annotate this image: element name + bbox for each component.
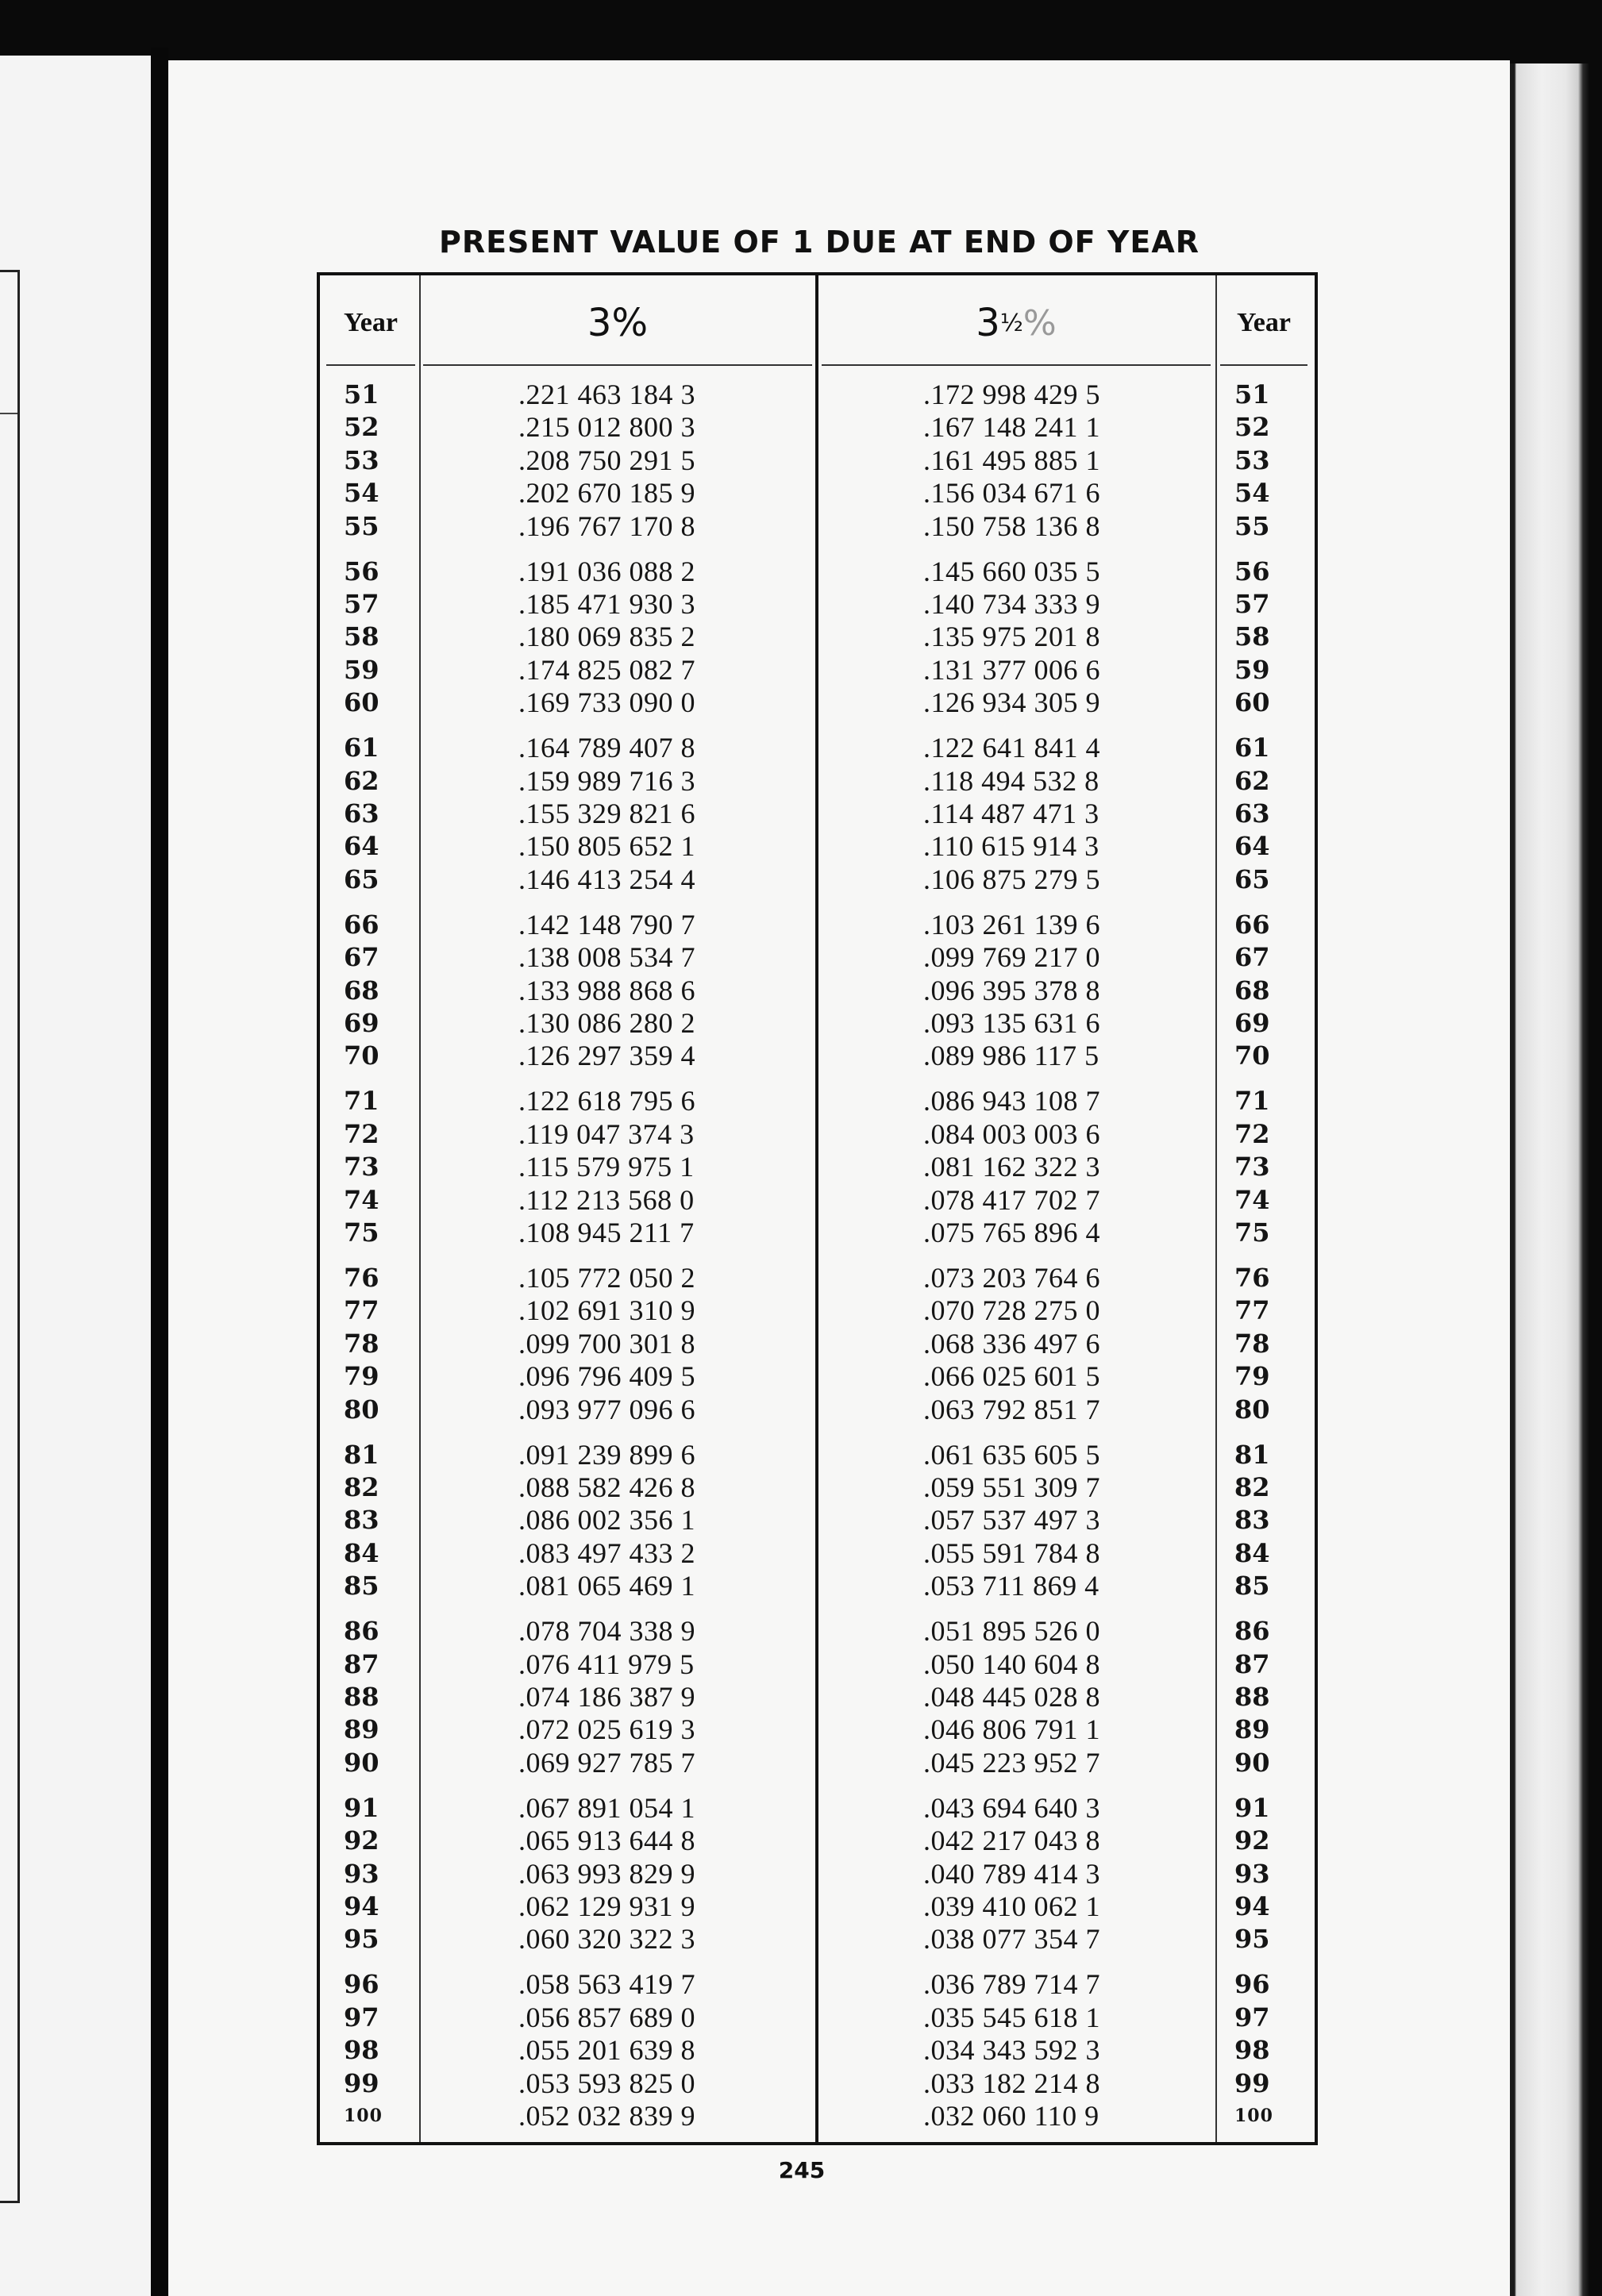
year-cell-left: 81 [344,1439,379,1470]
year-cell-right: 79 [1234,1361,1270,1392]
year-cell-right: 58 [1234,621,1270,652]
year-cell-left: 83 [344,1505,379,1536]
value-3-percent: .076 411 979 5 [518,1648,695,1680]
value-3-percent: .102 691 310 9 [518,1294,695,1327]
year-cell-left: 55 [344,510,379,541]
value-3-half-percent: .140 734 333 9 [923,588,1100,620]
table-row [320,2100,1315,2132]
year-cell-right: 70 [1234,1040,1270,1071]
year-cell-right: 62 [1234,765,1270,796]
value-3-percent: .155 329 821 6 [518,798,695,829]
table-row [320,1968,1315,2000]
year-cell-right: 93 [1234,1858,1270,1889]
value-3-half-percent: .042 217 043 8 [923,1825,1100,1857]
year-cell-left: 59 [344,654,379,685]
table-row [320,379,1315,410]
value-3-percent: .115 579 975 1 [518,1151,695,1183]
year-cell-right: 73 [1234,1152,1270,1183]
year-cell-right: 51 [1234,379,1270,410]
year-cell-left: 69 [344,1008,379,1038]
value-3-percent: .096 796 409 5 [518,1360,695,1393]
year-cell-right: 59 [1234,654,1270,685]
year-cell-right: 97 [1234,2002,1270,2033]
year-cell-left: 95 [344,1924,379,1955]
year-cell-right: 91 [1234,1792,1270,1823]
year-cell-left: 68 [344,975,379,1006]
value-3-percent: .058 563 419 7 [518,1968,695,2001]
value-3-percent: .072 025 619 3 [518,1713,695,1746]
table-row [320,1184,1315,1216]
year-cell-right: 61 [1234,733,1270,763]
table-row [320,1825,1315,1856]
year-cell-left: 98 [344,2035,379,2066]
value-3-half-percent: .078 417 702 7 [923,1183,1100,1216]
year-cell-right: 83 [1234,1505,1270,1536]
table-row [320,1792,1315,1824]
value-3-half-percent: .063 792 851 7 [923,1393,1100,1425]
table-row [320,444,1315,476]
value-3-half-percent: .046 806 791 1 [923,1713,1100,1746]
table-row [320,1360,1315,1392]
value-3-percent: .133 988 868 6 [518,974,695,1006]
value-3-half-percent: .126 934 305 9 [923,686,1100,719]
value-3-half-percent: .034 343 592 3 [923,2034,1100,2067]
year-cell-right: 63 [1234,798,1270,829]
year-cell-right: 75 [1234,1217,1270,1248]
table-row [320,1681,1315,1713]
year-cell-left: 58 [344,621,379,652]
value-3-half-percent: .033 182 214 8 [923,2067,1100,2099]
table-row [320,1615,1315,1647]
value-3-half-percent: .103 261 139 6 [923,908,1100,940]
year-cell-left: 90 [344,1747,379,1778]
year-cell-left: 52 [344,412,379,443]
value-3-percent: .146 413 254 4 [518,863,695,895]
table-row [320,830,1315,862]
year-cell-right: 78 [1234,1328,1270,1359]
value-3-half-percent: .106 875 279 5 [923,863,1100,895]
value-3-percent: .169 733 090 0 [518,686,695,719]
value-3-half-percent: .096 395 378 8 [923,974,1100,1006]
table-row [320,1118,1315,1150]
value-3-half-percent: .150 758 136 8 [923,510,1100,542]
year-cell-right: 52 [1234,412,1270,443]
year-cell-right: 95 [1234,1924,1270,1955]
value-3-half-percent: .068 336 497 6 [923,1327,1100,1360]
rate-header-3-half-percent [822,282,1211,364]
year-cell-right: 56 [1234,556,1270,586]
value-3-half-percent: .099 769 217 0 [923,941,1100,974]
year-cell-right: 65 [1234,863,1270,894]
table-row [320,621,1315,652]
year-cell-right: 72 [1234,1118,1270,1149]
value-3-half-percent: .073 203 764 6 [923,1262,1100,1294]
table-row [320,1923,1315,1955]
year-cell-right: 76 [1234,1263,1270,1293]
value-3-half-percent: .055 591 784 8 [923,1536,1100,1569]
year-cell-left: 56 [344,556,379,586]
year-cell-right: 64 [1234,831,1270,862]
value-3-percent: .055 201 639 8 [518,2034,695,2067]
table-row [320,654,1315,686]
value-3-percent: .112 213 568 0 [518,1183,695,1216]
table-row [320,686,1315,718]
value-3-percent: .202 670 185 9 [518,477,695,510]
value-3-half-percent: .043 694 640 3 [923,1791,1100,1824]
table-row [320,588,1315,620]
year-cell-left: 77 [344,1295,379,1326]
year-cell-right: 90 [1234,1747,1270,1778]
year-cell-right: 60 [1234,687,1270,718]
value-3-percent: .083 497 433 2 [518,1536,695,1569]
year-cell-right: 67 [1234,942,1270,973]
year-cell-left: 74 [344,1184,379,1215]
table-row [320,1328,1315,1360]
value-3-percent: .126 297 359 4 [518,1040,695,1072]
year-cell-left: 91 [344,1792,379,1823]
year-cell-left: 75 [344,1217,379,1248]
book-gutter [151,48,168,2296]
table-row [320,765,1315,797]
value-3-percent: .180 069 835 2 [518,621,695,653]
value-3-percent: .093 977 096 6 [518,1393,695,1425]
value-3-percent: .159 989 716 3 [518,764,695,797]
year-header-left: Year [344,308,398,337]
value-3-percent: .108 945 211 7 [518,1217,695,1248]
year-cell-left: 78 [344,1328,379,1359]
year-cell-left: 79 [344,1361,379,1392]
value-3-percent: .078 704 338 9 [518,1615,695,1648]
year-cell-right: 96 [1234,1969,1270,2000]
value-3-percent: .069 927 785 7 [518,1746,695,1779]
value-3-half-percent: .066 025 601 5 [923,1360,1100,1393]
table-row [320,1217,1315,1248]
value-3-percent: .174 825 082 7 [518,653,695,686]
value-3-percent: .091 239 899 6 [518,1438,695,1471]
value-3-half-percent: .048 445 028 8 [923,1681,1100,1713]
year-cell-left: 62 [344,765,379,796]
year-cell-left: 54 [344,478,379,509]
table-row [320,941,1315,973]
year-cell-right: 74 [1234,1184,1270,1215]
value-3-half-percent: .075 765 896 4 [923,1217,1100,1248]
year-cell-left: 99 [344,2067,379,2098]
value-3-percent: .142 148 790 7 [518,908,695,940]
value-3-half-percent: .161 495 885 1 [923,444,1100,476]
year-cell-right: 81 [1234,1439,1270,1470]
table-row [320,1747,1315,1779]
year-cell-left: 57 [344,589,379,619]
year-cell-right: 84 [1234,1537,1270,1568]
table-row [320,1890,1315,1922]
value-3-percent: .074 186 387 9 [518,1681,695,1713]
left-page-edge [0,56,151,2296]
year-cell-left: 85 [344,1571,379,1602]
year-cell-left: 93 [344,1858,379,1889]
year-cell-right: 98 [1234,2035,1270,2066]
table-row [320,1294,1315,1326]
value-3-percent: .119 047 374 3 [518,1117,695,1150]
year-cell-left: 53 [344,444,379,475]
header-rule [822,364,1211,366]
table-row [320,2034,1315,2066]
year-cell-left: 66 [344,909,379,940]
year-cell-left: 61 [344,733,379,763]
value-3-percent: .088 582 426 8 [518,1471,695,1503]
table-row [320,1570,1315,1602]
value-3-half-percent: .167 148 241 1 [923,411,1100,444]
year-cell-left: 97 [344,2002,379,2033]
value-3-half-percent: .172 998 429 5 [923,379,1100,410]
value-3-half-percent: .110 615 914 3 [923,830,1099,863]
table-row [320,556,1315,587]
value-3-half-percent: .122 641 841 4 [923,732,1100,764]
year-cell-right: 82 [1234,1472,1270,1502]
value-3-half-percent: .039 410 062 1 [923,1890,1100,1922]
table-row [320,863,1315,895]
value-3-half-percent: .059 551 309 7 [923,1471,1100,1503]
year-cell-right: 66 [1234,909,1270,940]
year-cell-left: 82 [344,1472,379,1502]
year-cell-left: 100 [344,2106,383,2126]
header-rule [423,364,812,366]
table-row [320,1537,1315,1569]
header-rule [326,364,415,366]
page-edge [1510,63,1602,2296]
value-3-half-percent: .061 635 605 5 [923,1438,1100,1471]
value-3-half-percent: .040 789 414 3 [923,1857,1100,1890]
year-cell-right: 87 [1234,1648,1270,1679]
year-cell-left: 51 [344,379,379,410]
year-cell-left: 65 [344,863,379,894]
table-row [320,510,1315,542]
value-3-half-percent: .089 986 117 5 [923,1040,1099,1072]
left-page-table-border [0,270,20,2203]
table-row [320,1262,1315,1294]
value-3-percent: .164 789 407 8 [518,732,695,764]
year-cell-right: 99 [1234,2067,1270,2098]
value-3-half-percent: .156 034 671 6 [923,477,1100,510]
year-cell-right: 69 [1234,1008,1270,1038]
table-row [320,1394,1315,1425]
value-3-percent: .062 129 931 9 [518,1890,695,1922]
table-row [320,732,1315,763]
year-cell-right: 86 [1234,1616,1270,1647]
year-cell-right: 77 [1234,1295,1270,1326]
value-3-half-percent: .081 162 322 3 [923,1151,1100,1183]
year-cell-right: 94 [1234,1891,1270,1921]
value-3-percent: .086 002 356 1 [518,1504,695,1536]
page-number: 245 [778,2157,826,2183]
value-3-percent: .185 471 930 3 [518,588,695,620]
table-row [320,798,1315,829]
year-cell-left: 76 [344,1263,379,1293]
value-3-percent: .122 618 795 6 [518,1085,695,1117]
value-3-half-percent: .093 135 631 6 [923,1007,1100,1039]
value-3-percent: .081 065 469 1 [518,1570,695,1602]
left-page-header-rule [0,413,17,414]
value-3-half-percent: .145 660 035 5 [923,555,1100,587]
value-3-percent: .053 593 825 0 [518,2067,695,2099]
year-cell-right: 55 [1234,510,1270,541]
value-3-half-percent: .135 975 201 8 [923,621,1100,653]
year-cell-left: 88 [344,1682,379,1712]
year-cell-left: 64 [344,831,379,862]
year-cell-right: 88 [1234,1682,1270,1712]
table-row [320,2067,1315,2099]
table-row [320,1040,1315,1071]
value-3-half-percent: .032 060 110 9 [923,2100,1099,2132]
table-row [320,1151,1315,1183]
value-3-half-percent: .050 140 604 8 [923,1648,1100,1680]
value-3-half-percent: .057 537 497 3 [923,1504,1100,1536]
header-rule [1220,364,1307,366]
year-header-right: Year [1237,308,1291,337]
table-row [320,2002,1315,2033]
value-3-half-percent: .131 377 006 6 [923,653,1100,686]
value-3-percent: .196 767 170 8 [518,510,695,542]
value-3-half-percent: .045 223 952 7 [923,1746,1100,1779]
year-cell-right: 54 [1234,478,1270,509]
table-row [320,1007,1315,1039]
value-3-percent: .130 086 280 2 [518,1007,695,1039]
table-row [320,1713,1315,1745]
year-cell-left: 60 [344,687,379,718]
year-cell-left: 67 [344,942,379,973]
year-cell-right: 92 [1234,1825,1270,1856]
value-3-half-percent: .036 789 714 7 [923,1968,1100,2001]
value-3-percent: .067 891 054 1 [518,1791,695,1824]
year-cell-right: 68 [1234,975,1270,1006]
value-3-percent: .150 805 652 1 [518,830,695,863]
year-cell-left: 72 [344,1118,379,1149]
year-cell-left: 92 [344,1825,379,1856]
year-cell-left: 86 [344,1616,379,1647]
value-3-percent: .052 032 839 9 [518,2100,695,2132]
rate-percent-sign: % [1022,302,1057,344]
value-3-percent: .065 913 644 8 [518,1825,695,1857]
value-3-percent: .138 008 534 7 [518,941,695,974]
table-row [320,1085,1315,1117]
value-3-percent: .063 993 829 9 [518,1857,695,1890]
value-3-percent: .105 772 050 2 [518,1262,695,1294]
year-cell-left: 71 [344,1086,379,1117]
year-cell-right: 53 [1234,444,1270,475]
value-3-percent: .060 320 322 3 [518,1923,695,1956]
table-row [320,1439,1315,1471]
year-cell-right: 80 [1234,1394,1270,1425]
year-cell-left: 73 [344,1152,379,1183]
value-3-half-percent: .084 003 003 6 [923,1117,1100,1150]
value-3-half-percent: .038 077 354 7 [923,1923,1100,1956]
table-row [320,1858,1315,1890]
rate-header-3-percent: 3% [587,301,649,345]
year-cell-left: 63 [344,798,379,829]
year-cell-left: 96 [344,1969,379,2000]
value-3-half-percent: .114 487 471 3 [923,798,1099,829]
year-cell-left: 94 [344,1891,379,1921]
rate-fraction: ½ [999,309,1023,337]
value-3-percent: .221 463 184 3 [518,379,695,410]
table-row [320,975,1315,1006]
value-3-percent: .056 857 689 0 [518,2001,695,2033]
table-row [320,477,1315,509]
page-title: PRESENT VALUE OF 1 DUE AT END OF YEAR [438,225,1200,260]
value-3-half-percent: .070 728 275 0 [923,1294,1100,1327]
value-3-percent: .191 036 088 2 [518,555,695,587]
year-cell-left: 80 [344,1394,379,1425]
year-cell-right: 57 [1234,589,1270,619]
table-row [320,1648,1315,1680]
table-row [320,1504,1315,1536]
table-row [320,909,1315,940]
value-3-percent: .215 012 800 3 [518,411,695,444]
year-cell-left: 89 [344,1714,379,1745]
value-3-half-percent: .051 895 526 0 [923,1615,1100,1648]
value-3-percent: .099 700 301 8 [518,1327,695,1360]
year-cell-right: 71 [1234,1086,1270,1117]
year-cell-right: 100 [1234,2106,1273,2126]
value-3-half-percent: .086 943 108 7 [923,1085,1100,1117]
value-3-percent: .208 750 291 5 [518,444,695,476]
year-cell-left: 70 [344,1040,379,1071]
year-cell-right: 85 [1234,1571,1270,1602]
year-cell-right: 89 [1234,1714,1270,1745]
rate-whole: 3 [976,301,1000,345]
table-frame [317,272,1318,2145]
year-cell-left: 87 [344,1648,379,1679]
table-row [320,411,1315,443]
table-row [320,1471,1315,1503]
year-cell-left: 84 [344,1537,379,1568]
value-3-half-percent: .053 711 869 4 [923,1570,1099,1602]
value-3-half-percent: .118 494 532 8 [923,764,1099,797]
value-3-half-percent: .035 545 618 1 [923,2001,1100,2033]
